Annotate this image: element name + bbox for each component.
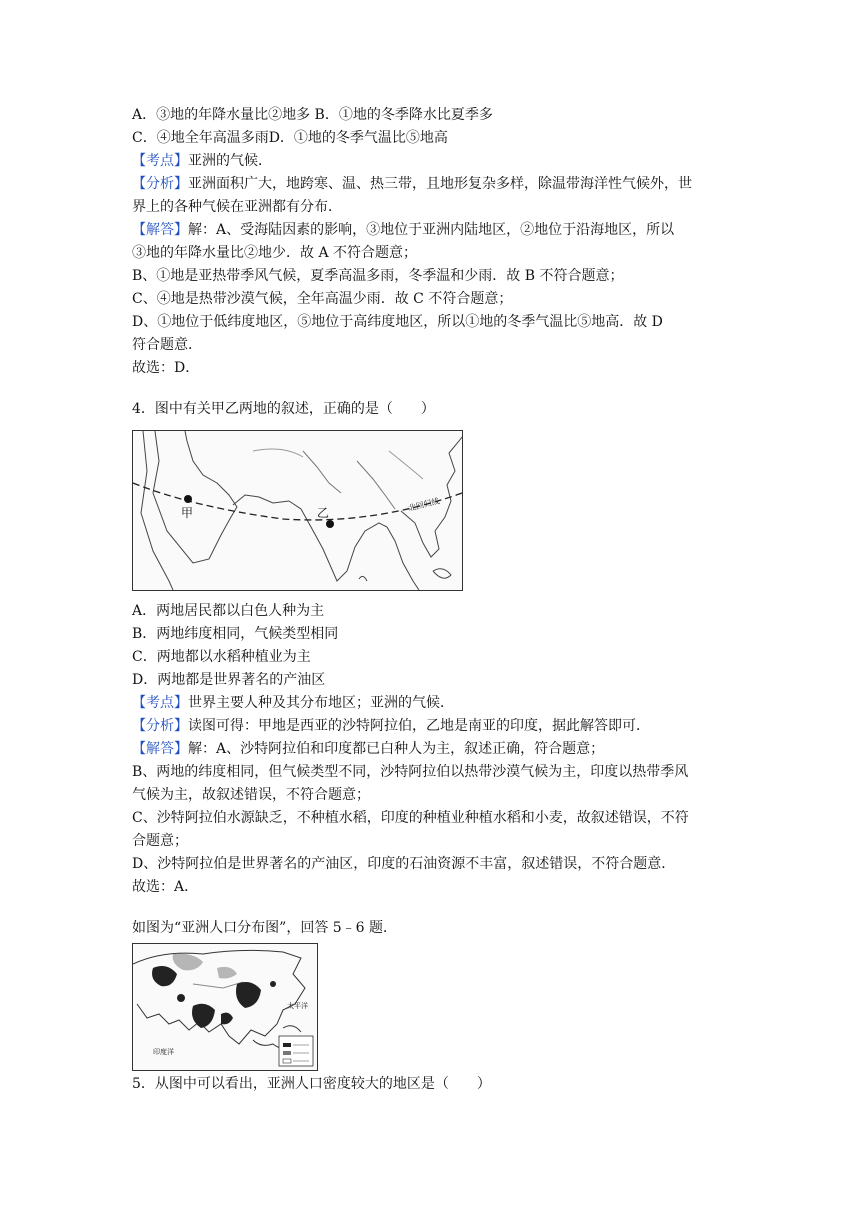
q4-answer: 故选：A． <box>132 879 199 895</box>
q4-jieda-line-6: D、沙特阿拉伯是世界著名的产油区，印度的石油资源不丰富，叙述错误，不符合题意． <box>132 856 676 872</box>
q5-stem: 5．从图中可以看出，亚洲人口密度较大的地区是（ ） <box>132 1076 491 1092</box>
label-jia: 甲 <box>181 506 194 520</box>
q3-kaodian: 【考点】亚洲的气候． <box>132 153 272 169</box>
point-yi <box>326 520 334 528</box>
q4-jieda-line-2: B、两地的纬度相同，但气候类型不同，沙特阿拉伯以热带沙漠气候为主，印度以热带季风 <box>132 764 689 780</box>
q3-answer: 故选：D． <box>132 360 200 376</box>
asia-south-map-svg <box>133 431 462 590</box>
label-yi: 乙 <box>317 506 330 520</box>
q4-option-b: B．两地纬度相同，气候类型相同 <box>132 626 339 642</box>
kaodian-tag: 【考点】 <box>132 695 188 711</box>
pacific-label: 太平洋 <box>287 1002 308 1010</box>
q3-jieda-line-2: ③地的年降水量比②地少．故 A 不符合题意； <box>132 245 418 261</box>
q3-jieda-line-5: D、①地位于低纬度地区，⑤地位于高纬度地区，所以①地的冬季气温比⑤地高．故 D <box>132 314 663 330</box>
tropic-label: 北回归线 <box>407 496 441 513</box>
q3-jieda: 【解答】解：A、受海陆因素的影响，③地位于亚洲内陆地区，②地位于沿海地区，所以 <box>132 222 675 238</box>
population-map <box>132 943 318 1071</box>
indian-ocean-label: 印度洋 <box>153 1048 174 1056</box>
q4-option-c: C．两地都以水稻种植业为主 <box>132 649 311 665</box>
q3-fenxi: 【分析】亚洲面积广大，地跨寒、温、热三带，且地形复杂多样，除温带海洋性气候外，世 <box>132 176 692 192</box>
q4-kaodian: 【考点】世界主要人种及其分布地区；亚洲的气候． <box>132 695 454 711</box>
q4-map <box>132 430 463 591</box>
q3-fenxi-line-2: 界上的各种气候在亚洲都有分布． <box>132 199 342 215</box>
q3-jieda-line-3: B、①地是亚热带季风气候，夏季高温多雨，冬季温和少雨．故 B 不符合题意； <box>132 268 624 284</box>
jieda-tag: 【解答】 <box>132 741 188 757</box>
q56-intro: 如图为“亚洲人口分布图”，回答 5﹣6 题． <box>132 920 398 936</box>
q4-stem: 4．图中有关甲乙两地的叙述，正确的是（ ） <box>132 401 435 417</box>
q4-option-d: D．两地都是世界著名的产油区 <box>132 672 326 688</box>
fenxi-tag: 【分析】 <box>132 176 188 192</box>
q4-jieda: 【解答】解：A、沙特阿拉伯和印度都已白种人为主，叙述正确，符合题意； <box>132 741 605 757</box>
point-jia <box>184 495 192 503</box>
kaodian-tag: 【考点】 <box>132 153 188 169</box>
q4-jieda-line-5: 合题意； <box>132 833 188 849</box>
q4-jieda-line-3: 气候为主，故叙述错误，不符合题意； <box>132 787 370 803</box>
q3-jieda-line-6: 符合题意． <box>132 337 202 353</box>
q3-option-line-1: A．③地的年降水量比②地多 B．①地的冬季降水比夏季多 <box>132 107 493 123</box>
q4-fenxi: 【分析】读图可得：甲地是西亚的沙特阿拉伯，乙地是南亚的印度，据此解答即可． <box>132 718 650 734</box>
q4-option-a: A．两地居民都以白色人种为主 <box>132 603 325 619</box>
q3-option-line-2: C．④地全年高温多雨D．①地的冬季气温比⑤地高 <box>132 130 448 146</box>
q4-jieda-line-4: C、沙特阿拉伯水源缺乏，不种植水稻，印度的种植业种植水稻和小麦，故叙述错误，不符 <box>132 810 689 826</box>
jieda-tag: 【解答】 <box>132 222 188 238</box>
population-map-svg <box>133 944 317 1070</box>
q3-jieda-line-4: C、④地是热带沙漠气候，全年高温少雨．故 C 不符合题意； <box>132 291 513 307</box>
fenxi-tag: 【分析】 <box>132 718 188 734</box>
